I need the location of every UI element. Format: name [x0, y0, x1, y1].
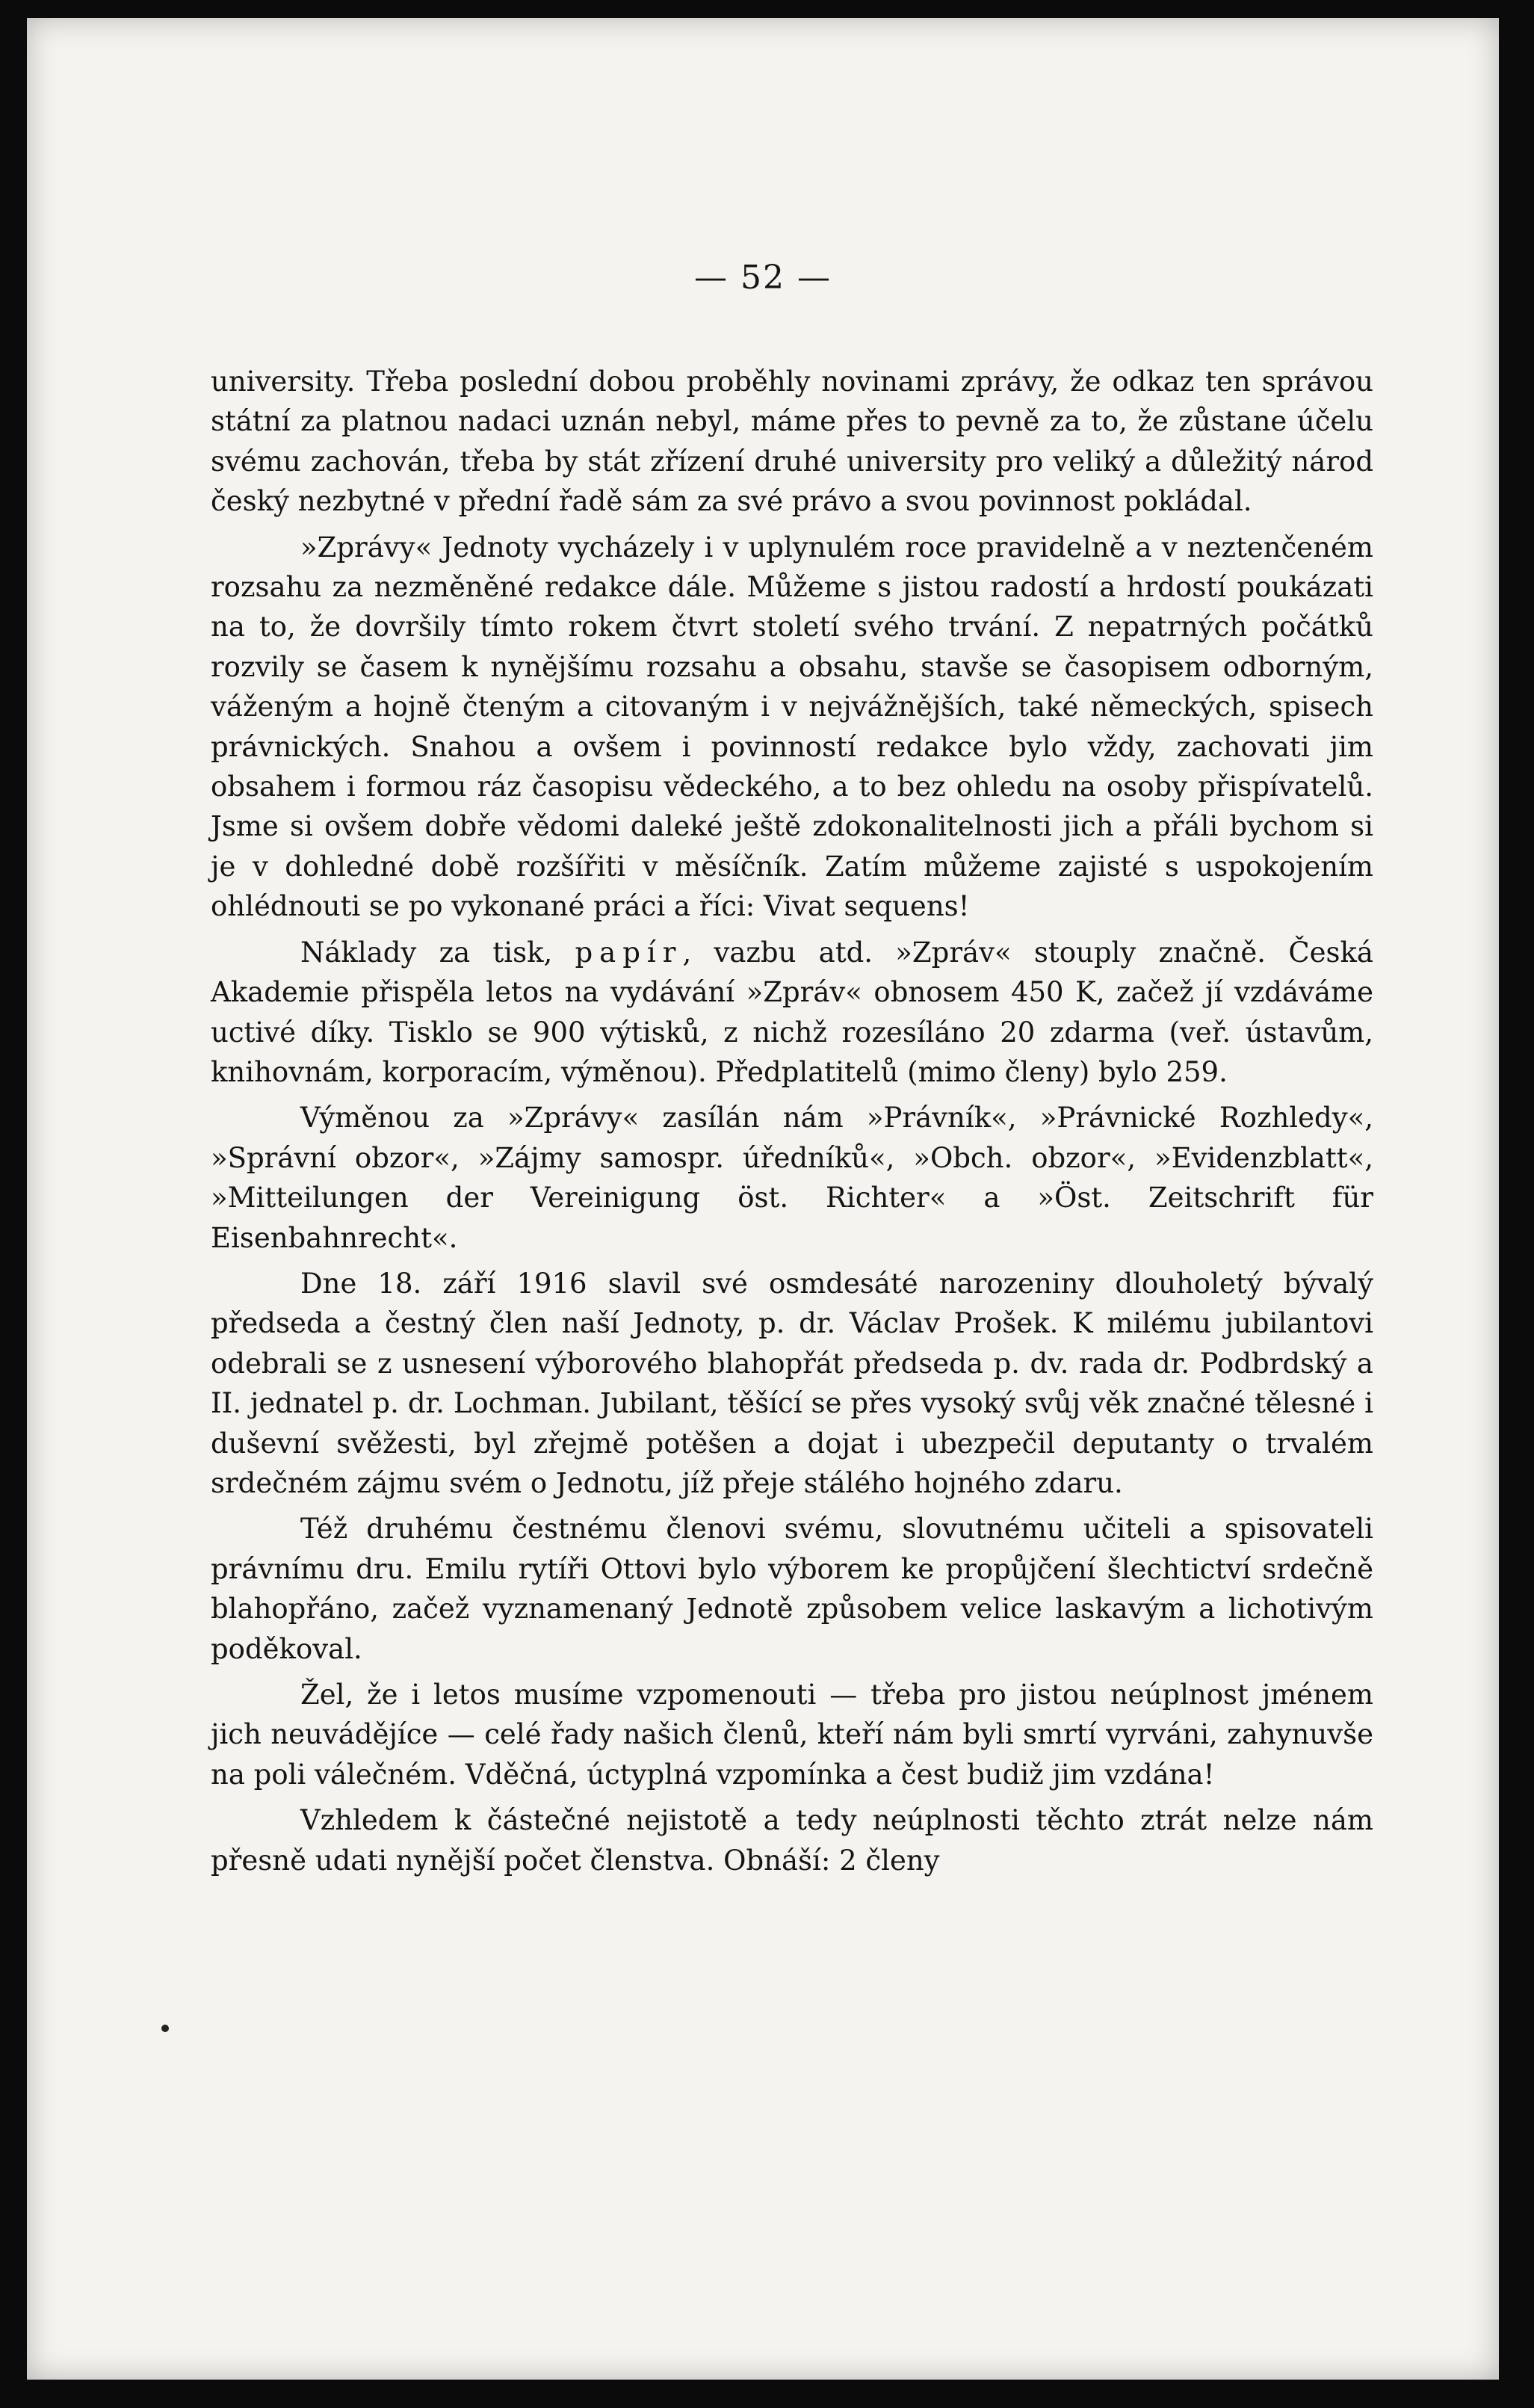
- paragraph-3-end: , vazbu atd. »Zpráv« stouply značně. Česká Akademie přispěla letos na vydávání »Zpráv« obnosem 450 K, začež jí vzdáváme uctivé díky. Tisklo se 900 výtisků, z nichž rozesíláno 20 zdarma (veř. ústavům, knihovnám, korporacím, výměnou). Předplatitelů (mimo členy) bylo 259.: [211, 936, 1373, 1088]
- paragraph-7: Žel, že i letos musíme vzpomenouti — třeba pro jistou neúplnost jménem jich neuvádějíce — celé řady našich členů, kteří nám byli smrtí vyrváni, zahynuvše na poli válečném. Vděčná, úctyplná vzpomínka a čest budiž jim vzdána!: [211, 1679, 1373, 1791]
- paragraph-5: Dne 18. září 1916 slavil své osmdesáté narozeniny dlouholetý bývalý předseda a čestný člen naší Jednoty, p. dr. Václav Prošek. K milému jubilantovi odebrali se z usnesení výborového blahopřát předseda p. dv. rada dr. Podbrdský a II. jednatel p. dr. Lochman. Jubilant, těšící se přes vysoký svůj věk značné tělesné i duševní svěžesti, byl zřejmě potěšen a dojat i ubezpečil deputanty o trvalém srdečném zájmu svém o Jednotu, jíž přeje stálého hojného zdaru.: [211, 1267, 1373, 1499]
- spaced-word-papir: papír: [575, 936, 683, 969]
- book-page: [27, 18, 1499, 2380]
- page-number: — 52 —: [694, 259, 832, 297]
- paragraph-8: Vzhledem k částečné nejistotě a tedy neúplnosti těchto ztrát nelze nám přesně udati nynější počet členstva. Obnáší: 2 členy: [211, 1804, 1373, 1877]
- paragraph-3-start: Náklady za tisk,: [300, 936, 553, 969]
- paragraph-6: Též druhému čestnému členovi svému, slovutnému učiteli a spisovateli právnímu dru. Emilu rytíři Ottovi bylo výborem ke propůjčení šlechtictví srdečně blahopřáno, začež vyznamenaný Jednotě způsobem velice laskavým a lichotivým poděkoval.: [211, 1513, 1373, 1665]
- paragraph-2: »Zprávy« Jednoty vycházely i v uplynulém roce pravidelně a v neztenčeném rozsahu za nezměněné redakce dále. Můžeme s jistou radostí a hrdostí poukázati na to, že dovršily tímto rokem čtvrt století svého trvání. Z nepatrných počátků rozvily se časem k nynějšímu rozsahu a obsahu, stavše se časopisem odborným, váženým a hojně čteným a citovaným i v nejvážnějších, také německých, spisech právnických. Snahou a ovšem i povinností redakce bylo vždy, zachovati jim obsahem i formou ráz časopisu vědeckého, a to bez ohledu na osoby přispívatelů. Jsme si ovšem dobře vědomi daleké ještě zdokonalitelnosti jich a přáli bychom si je v dohledné době rozšířiti v měsíčník. Zatím můžeme zajisté s uspokojením ohlédnouti se po vykonané práci a říci: Vivat sequens!: [211, 531, 1373, 923]
- paragraph-3: [211, 933, 1373, 1093]
- body-text: [211, 362, 1373, 1886]
- paragraph-1: university. Třeba poslední dobou proběhly novinami zprávy, že odkaz ten správou státní za platnou nadaci uznán nebyl, máme přes to pevně za to, že zůstane účelu svému zachován, třeba by stát zřízení druhé university pro veliký a důležitý národ český nezbytné v přední řadě sám za své právo a svou povinnost pokládal.: [211, 365, 1373, 518]
- print-speck: [161, 2025, 169, 2032]
- paragraph-4: Výměnou za »Zprávy« zasílán nám »Právník«, »Právnické Rozhledy«, »Správní obzor«, »Zájmy samospr. úředníků«, »Obch. obzor«, »Evidenzblatt«, »Mitteilungen der Vereinigung öst. Richter« a »Öst. Zeitschrift für Eisenbahnrecht«.: [211, 1102, 1373, 1254]
